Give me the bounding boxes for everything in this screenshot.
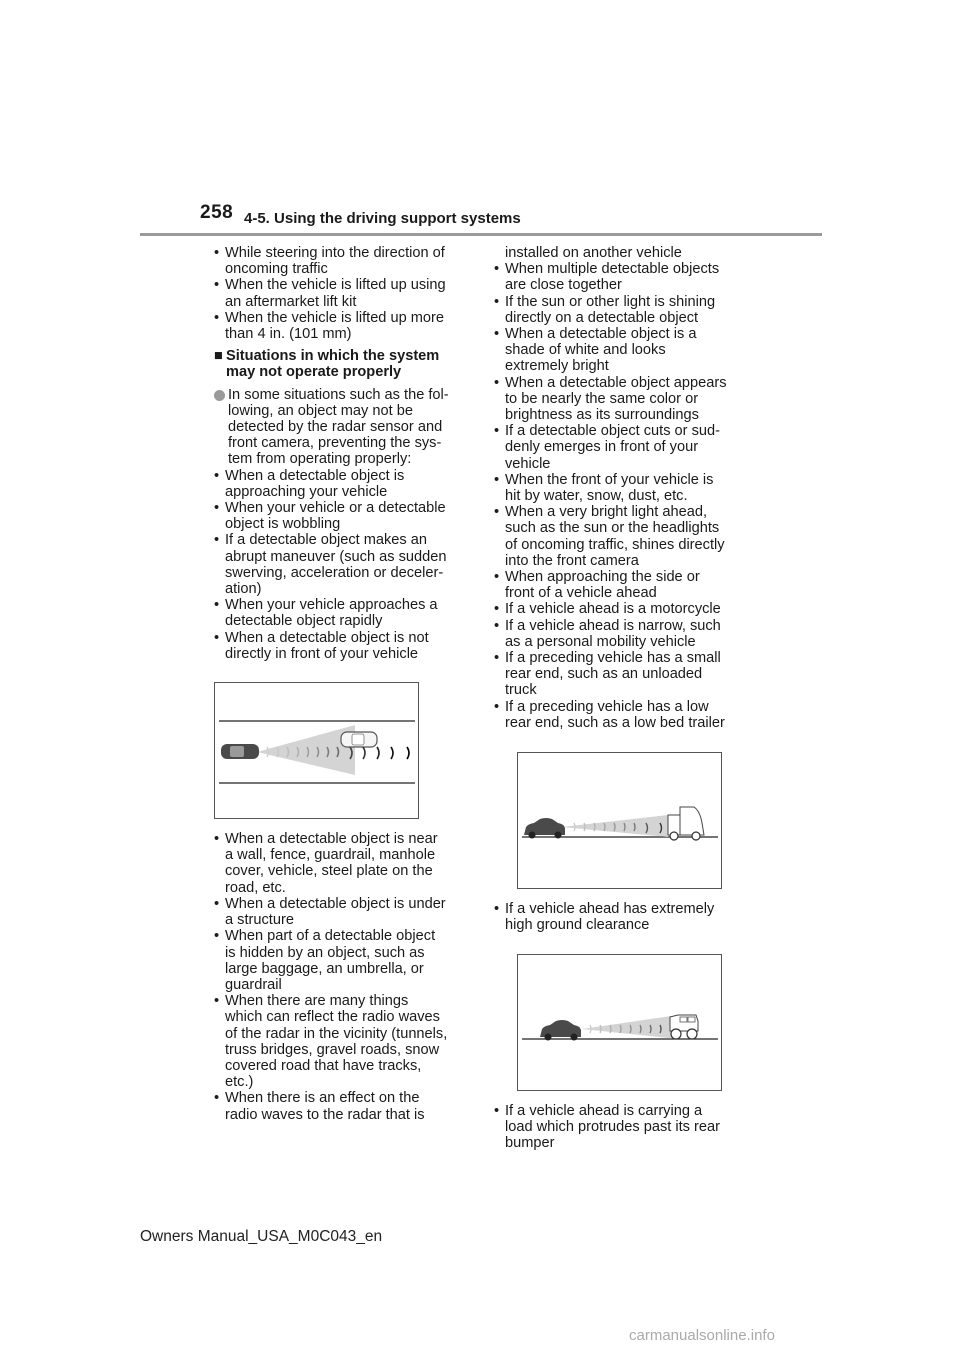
radar-beam [257, 725, 355, 775]
bullet-text-line: an aftermarket lift kit [225, 293, 357, 310]
bullet-text-line: rear end, such as an unloaded [505, 666, 703, 683]
bullet-item [214, 500, 468, 532]
bullet-item [214, 597, 468, 629]
bullet-text-line: When your vehicle or a detectable [225, 500, 446, 517]
continuation-line: installed on another vehicle [505, 245, 682, 261]
text-line: Situations in which the system [226, 348, 440, 365]
bullet-marker-icon: • [214, 928, 220, 945]
figure-offset-vehicle [214, 682, 419, 819]
bullet-marker-icon: • [214, 500, 220, 517]
bullet-text-line: brightness as its surroundings [505, 407, 699, 424]
target-car-window [352, 734, 364, 745]
figure-truck [517, 752, 722, 889]
own-car-window [230, 746, 244, 757]
bullet-marker-icon: • [214, 1090, 220, 1107]
bullet-text-line: When multiple detectable objects [505, 261, 720, 278]
bullet-text-line: If a detectable object makes an [225, 532, 428, 549]
bullet-text-line: to be nearly the same color or [505, 390, 699, 407]
bullet-marker-icon: • [214, 831, 220, 848]
bullet-text-line: When a detectable object appears [505, 374, 727, 391]
circle-item [214, 387, 468, 468]
bullet-text-line: object is wobbling [225, 516, 341, 533]
truck-illustration [518, 753, 721, 888]
bullet-text-line: When a detectable object is [225, 467, 405, 484]
bullet-text-line: a wall, fence, guardrail, manhole [225, 847, 436, 864]
bullet-text-line: road, etc. [225, 879, 286, 896]
circle-marker-icon [214, 390, 225, 401]
left-column [214, 245, 468, 1123]
bullet-text-line: directly on a detectable object [505, 309, 699, 326]
bullet-marker-icon: • [494, 504, 500, 521]
bullet-item [494, 423, 752, 472]
bullet-text-line: truck [505, 682, 537, 699]
text-line: front camera, preventing the sys- [228, 435, 442, 452]
bullet-text-line: When a detectable object is near [225, 831, 438, 848]
bullet-text-line: When a detectable object is a [505, 326, 697, 343]
bullet-item [214, 630, 468, 662]
bullet-text-line: of the radar in the vicinity (tunnels, [225, 1025, 448, 1042]
bullet-item [214, 928, 468, 993]
bullet-protruding-load [494, 1103, 752, 1152]
bullet-marker-icon: • [214, 467, 220, 484]
bullet-marker-icon: • [494, 698, 500, 715]
bullet-text-line: ation) [225, 581, 262, 598]
bullet-marker-icon: • [494, 1102, 500, 1119]
bullet-marker-icon: • [494, 326, 500, 343]
bullet-item [494, 618, 752, 650]
offset-vehicle-illustration [215, 683, 418, 818]
bullet-text-line: etc.) [225, 1074, 254, 1091]
bullet-marker-icon: • [214, 532, 220, 549]
bullet-marker-icon: • [214, 597, 220, 614]
bullet-item [214, 896, 468, 928]
intro-bullet-list [214, 245, 468, 342]
bullet-item [494, 472, 752, 504]
text-line: If a vehicle ahead is carrying a [505, 1102, 703, 1119]
bullet-text-line: If a detectable object cuts or sud- [505, 423, 720, 440]
bullet-text-line: is hidden by an object, such as [225, 944, 425, 961]
circle-item-text [228, 387, 468, 468]
text-line: If a vehicle ahead has extremely [505, 901, 715, 918]
bullet-text-line: large baggage, an umbrella, or [225, 960, 424, 977]
bullet-list-right-a [494, 261, 752, 731]
bullet-text-line: When the vehicle is lifted up using [225, 277, 446, 294]
bullet-text-line: abrupt maneuver (such as sudden [225, 548, 447, 565]
text-line: high ground clearance [505, 917, 650, 934]
bullet-marker-icon: • [494, 569, 500, 586]
bullet-marker-icon: • [494, 617, 500, 634]
bullet-marker-icon: • [494, 261, 500, 278]
text-line: detected by the radar sensor and [228, 419, 443, 436]
bullet-marker-icon: • [214, 277, 220, 294]
bullet-marker-icon: • [494, 374, 500, 391]
bullet-marker-icon: • [214, 245, 220, 261]
bullet-item [214, 310, 468, 342]
footer-text: Owners Manual_USA_M0C043_en [140, 1228, 383, 1245]
bullet-text-line: If the sun or other light is shining [505, 293, 716, 310]
bullet-text-line: guardrail [225, 976, 282, 993]
text-line: tem from operating properly: [228, 451, 412, 468]
bullet-text-line: When a detectable object is not [225, 629, 429, 646]
bullet-item [494, 699, 752, 731]
bullet-text-line: cover, vehicle, steel plate on the [225, 863, 433, 880]
bullet-item [214, 468, 468, 500]
bullet-text-line: When there is an effect on the [225, 1090, 420, 1107]
bullet-item [494, 326, 752, 375]
square-marker-icon: ■ [214, 348, 223, 365]
text-line: bumper [505, 1134, 555, 1151]
text-line: load which protrudes past its rear [505, 1118, 720, 1135]
bullet-marker-icon: • [214, 629, 220, 646]
bullet-list-b [214, 831, 468, 1123]
bullet-item [494, 601, 752, 617]
bullet-text-line: into the front camera [505, 552, 639, 569]
bullet-text-line: which can reflect the radio waves [225, 1009, 440, 1026]
bullet-item [494, 294, 752, 326]
bullet-item [494, 569, 752, 601]
bullet-text-line: detectable object rapidly [225, 613, 383, 630]
bullet-text-line: When a detectable object is under [225, 895, 446, 912]
bullet-text-line: If a vehicle ahead is a motorcycle [505, 601, 721, 618]
bullet-item [494, 504, 752, 569]
bullet-marker-icon: • [494, 293, 500, 310]
watermark-text: carmanualsonline.info [629, 1327, 775, 1344]
header-rule [140, 233, 822, 236]
bullet-item [214, 245, 468, 277]
bullet-text-line: When part of a detectable object [225, 928, 436, 945]
bullet-text-line: denly emerges in front of your [505, 439, 699, 456]
bullet-marker-icon: • [494, 601, 500, 618]
bullet-item [214, 1090, 468, 1122]
bullet-text-line: When the front of your vehicle is [505, 471, 714, 488]
suv-illustration [518, 955, 721, 1090]
bullet-text-line: are close together [505, 277, 622, 294]
bullet-text-line: oncoming traffic [225, 261, 328, 278]
bullet-marker-icon: • [214, 993, 220, 1010]
bullet-text-line: When the vehicle is lifted up more [225, 309, 445, 326]
text-line: In some situations such as the fol- [228, 386, 449, 403]
bullet-text-line: When a very bright light ahead, [505, 504, 707, 521]
bullet-marker-icon: • [494, 901, 500, 918]
bullet-marker-icon: • [494, 423, 500, 440]
bullet-list-a [214, 468, 468, 662]
section-title: 4-5. Using the driving support systems [244, 210, 521, 227]
bullet-text-line: covered road that have tracks, [225, 1057, 422, 1074]
bullet-marker-icon: • [494, 650, 500, 667]
bullet-text-line: When there are many things [225, 993, 409, 1010]
section-heading-text [226, 348, 468, 380]
bullet-text-line: swerving, acceleration or deceler- [225, 564, 444, 581]
bullet-item [214, 993, 468, 1090]
bullet-marker-icon: • [214, 895, 220, 912]
bullet-text-line: such as the sun or the headlights [505, 520, 720, 537]
bullet-text-line: approaching your vehicle [225, 483, 388, 500]
bullet-text-line: of oncoming traffic, shines directly [505, 536, 725, 553]
page-number: 258 [200, 202, 234, 223]
bullet-text-line: If a preceding vehicle has a low [505, 698, 709, 715]
bullet-text-line: truss bridges, gravel roads, snow [225, 1041, 440, 1058]
bullet-item [214, 831, 468, 896]
bullet-marker-icon: • [214, 309, 220, 326]
bullet-text-line: extremely bright [505, 358, 609, 375]
text-line: lowing, an object may not be [228, 402, 413, 419]
right-column [494, 245, 752, 1151]
bullet-text-line: vehicle [505, 455, 551, 472]
bullet-item [494, 650, 752, 699]
section-heading [214, 348, 468, 380]
bullet-marker-icon: • [494, 471, 500, 488]
bullet-text-line: rear end, such as a low bed trailer [505, 714, 725, 731]
bullet-text-line: When approaching the side or [505, 569, 700, 586]
bullet-text-line: hit by water, snow, dust, etc. [505, 488, 688, 505]
truck-cab-icon [680, 807, 704, 835]
bullet-text-line: radio waves to the radar that is [225, 1106, 425, 1123]
bullet-text-line: shade of white and looks [505, 342, 666, 359]
bullet-item [494, 375, 752, 424]
bullet-item [494, 261, 752, 293]
bullet-text-line: If a preceding vehicle has a small [505, 650, 721, 667]
text-line: may not operate properly [226, 364, 402, 381]
figure-suv [517, 954, 722, 1091]
bullet-text [505, 1103, 752, 1152]
radar-beam [582, 1015, 678, 1039]
bullet-text-line: than 4 in. (101 mm) [225, 326, 352, 343]
bullet-high-clearance [494, 901, 752, 933]
bullet-text-line: If a vehicle ahead is narrow, such [505, 617, 721, 634]
bullet-text-line: When your vehicle approaches a [225, 597, 438, 614]
bullet-text-line: a structure [225, 912, 294, 929]
bullet-item [214, 277, 468, 309]
bullet-text-line: While steering into the direction of [225, 245, 445, 261]
bullet-text-line: as a personal mobility vehicle [505, 633, 696, 650]
bullet-text-line: directly in front of your vehicle [225, 645, 419, 662]
bullet-text [505, 901, 752, 933]
bullet-item [214, 532, 468, 597]
bullet-text-line: front of a vehicle ahead [505, 585, 657, 602]
